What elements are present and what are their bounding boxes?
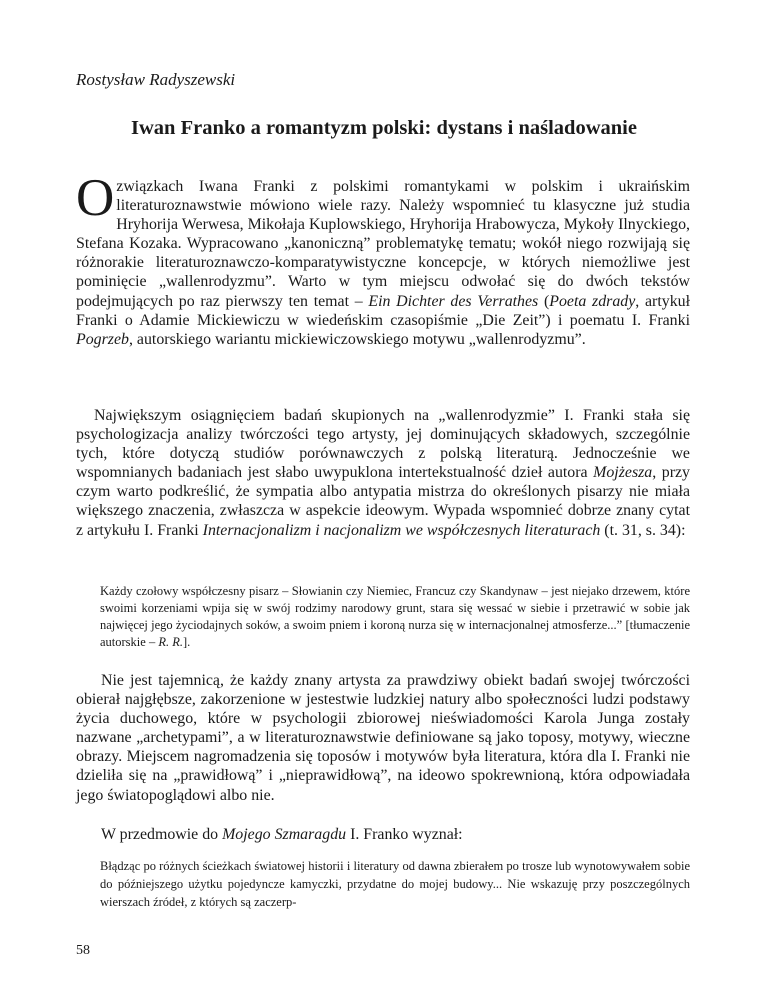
drop-cap: O	[76, 169, 115, 227]
author-name: Rostysław Radyszewski	[76, 70, 236, 89]
paragraph-4: W przedmowie do Mojego Szmaragdu I. Franko wyznał:	[101, 826, 463, 843]
block-quote-2: Błądząc po różnych ścieżkach światowej historii i literatury od dawna zbierałem po trosze lub wynotowywałem sobie do późniejszego użytku pojedyncze kamyczki, przydatne do mojej budowy... Nie wskazuję przy poszczególnych wierszach źródeł, z których są zaczerp-	[100, 859, 690, 909]
paragraph-3: Nie jest tajemnicą, że każdy znany artysta za prawdziwy obiekt badań swojej twórczości obierał najgłębsze, zakorzenione w jestestwie ludzkiej natury albo społeczności ludzi podstawy życia duchowego, które w psychologii zbiorowej nieświadomości Karola Junga zostały nazwane „archetypami”, a w literaturoznawstwie definiowane są jako toposy, motywy, wieczne obrazy. Miejscem nagromadzenia się toposów i motywów była literatura, która dla I. Franki nie dzieliła się na „prawidłową” i „nieprawidłową”, na ideowo spokrewnioną, która odpowiadała jego światopoglądowi albo nie.	[76, 672, 690, 804]
article-title: Iwan Franko a romantyzm polski: dystans i naśladowanie	[131, 117, 637, 139]
page-number: 58	[76, 943, 90, 958]
paragraph-2: Największym osiągnięciem badań skupionych na „wallenrodyzmie” I. Franki stała się psychologizacja analizy twórczości tego artysty, jej dominujących składowych, szczególnie tych, które dotyczą studiów porównawczych z polską literaturą. Jednocześnie we wspomnianych badaniach jest słabo uwypuklona intertekstualność dzieł autora Mojżesza, przy czym warto podkreślić, że sympatia albo antypatia mistrza do określonych pisarzy nie miała większego znaczenia, zwłaszcza w aspekcie ideowym. Wypada wspomnieć dobrze znany cytat z artykułu I. Franki Internacjonalizm i nacjonalizm we współczesnych literaturach (t. 31, s. 34):	[76, 407, 690, 539]
block-quote-1: Każdy czołowy współczesny pisarz – Słowianin czy Niemiec, Francuz czy Skandynaw – jest niejako drzewem, które swoimi korzeniami wpija się w swój rodzimy narodowy grunt, stara się wessać w siebie i przetrawić w sobie jak najwięcej jego życiodajnych soków, a swoim pniem i koroną nurza się w internacjonalnej atmosferze...” [tłumaczenie autorskie – R. R.].	[100, 584, 690, 649]
paragraph-1: Ozwiązkach Iwana Franki z polskimi romantykami w polskim i ukraińskim literaturoznawstwie mówiono wiele razy. Należy wspomnieć tu klasyczne już studia Hryhorija Werwesa, Mikołaja Kuplowskiego, Hryhorija Hrabowycza, Mykoły Ilnyckiego, Stefana Kozaka. Wypracowano „kanoniczną” problematykę tematu; wokół niego rozwijają się różnorakie literaturoznawczo-komparatywistyczne koncepcje, w których niemożliwe jest pominięcie „wallenrodyzmu”. Warto w tym miejscu odwołać się do dwóch tekstów podejmujących po raz pierwszy ten temat – Ein Dichter des Verrathes (Poeta zdrady, artykuł Franki o Adamie Mickiewiczu w wiedeńskim czasopiśmie „Die Zeit”) i poematu I. Franki Pogrzeb, autorskiego wariantu mickiewiczowskiego motywu „wallenrodyzmu”.	[76, 169, 690, 348]
